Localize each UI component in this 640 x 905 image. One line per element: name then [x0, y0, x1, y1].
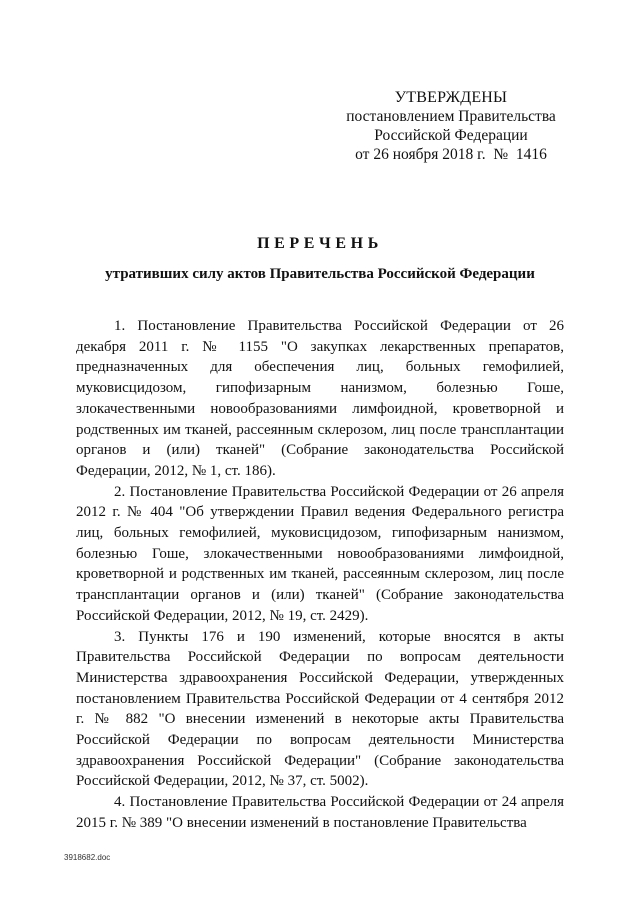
list-item-1: 1. Постановление Правительства Российской Федерации от 26 декабря 2011 г. № 1155 "О закупках лекарственных препаратов, предназначенных для обеспечения лиц, больных гемофилией, муковисцидозом, гипофизарным нанизмом, болезнью Гоше, злокачественными новообразованиями лимфоидной, кроветворной и родственных им тканей, рассеянным склерозом, лиц после трансплантации органов и (или) тканей" (Собрание законодательства Российской Федерации, 2012, № 1, ст. 186).	[76, 318, 564, 479]
approval-heading: УТВЕРЖДЕНЫ	[394, 89, 508, 106]
list-item-2: 2. Постановление Правительства Российской Федерации от 26 апреля 2012 г. № 404 "Об утверждении Правил ведения Федерального регистра лиц, больных гемофилией, муковисцидозом, гипофизарным нанизмом, болезнью Гоше, злокачественными новообразованиями лимфоидной, кроветворной и родственных им тканей, рассеянным склерозом, лиц после трансплантации органов и (или) тканей" (Собрание законодательства Российской Федерации, 2012, № 19, ст. 2429).	[76, 483, 564, 624]
approval-line-1: постановлением Правительства	[346, 108, 556, 125]
approval-line-3: от 26 ноября 2018 г. № 1416	[355, 146, 547, 163]
list-item-4: 4. Постановление Правительства Российской Федерации от 24 апреля 2015 г. № 389 "О внесении изменений в постановление Правительства	[76, 794, 564, 831]
approval-stamp	[336, 88, 566, 164]
approval-line-2: Российской Федерации	[374, 127, 528, 144]
list-item-3: 3. Пункты 176 и 190 изменений, которые вносятся в акты Правительства Российской Федерации по вопросам деятельности Министерства здравоохранения Российской Федерации, утвержденных постановлением Правительства Российской Федерации от 4 сентября 2012 г. № 882 "О внесении изменений в некоторые акты Правительства Российской Федерации по вопросам деятельности Министерства здравоохранения Российской Федерации" (Собрание законодательства Российской Федерации, 2012, № 37, ст. 5002).	[76, 628, 564, 790]
document-title: ПЕРЕЧЕНЬ	[257, 235, 383, 252]
document-heading	[60, 234, 580, 284]
document-file-id: 3918682.doc	[64, 853, 111, 862]
document-subtitle: утративших силу актов Правительства Российской Федерации	[105, 266, 535, 282]
document-body	[76, 316, 564, 834]
